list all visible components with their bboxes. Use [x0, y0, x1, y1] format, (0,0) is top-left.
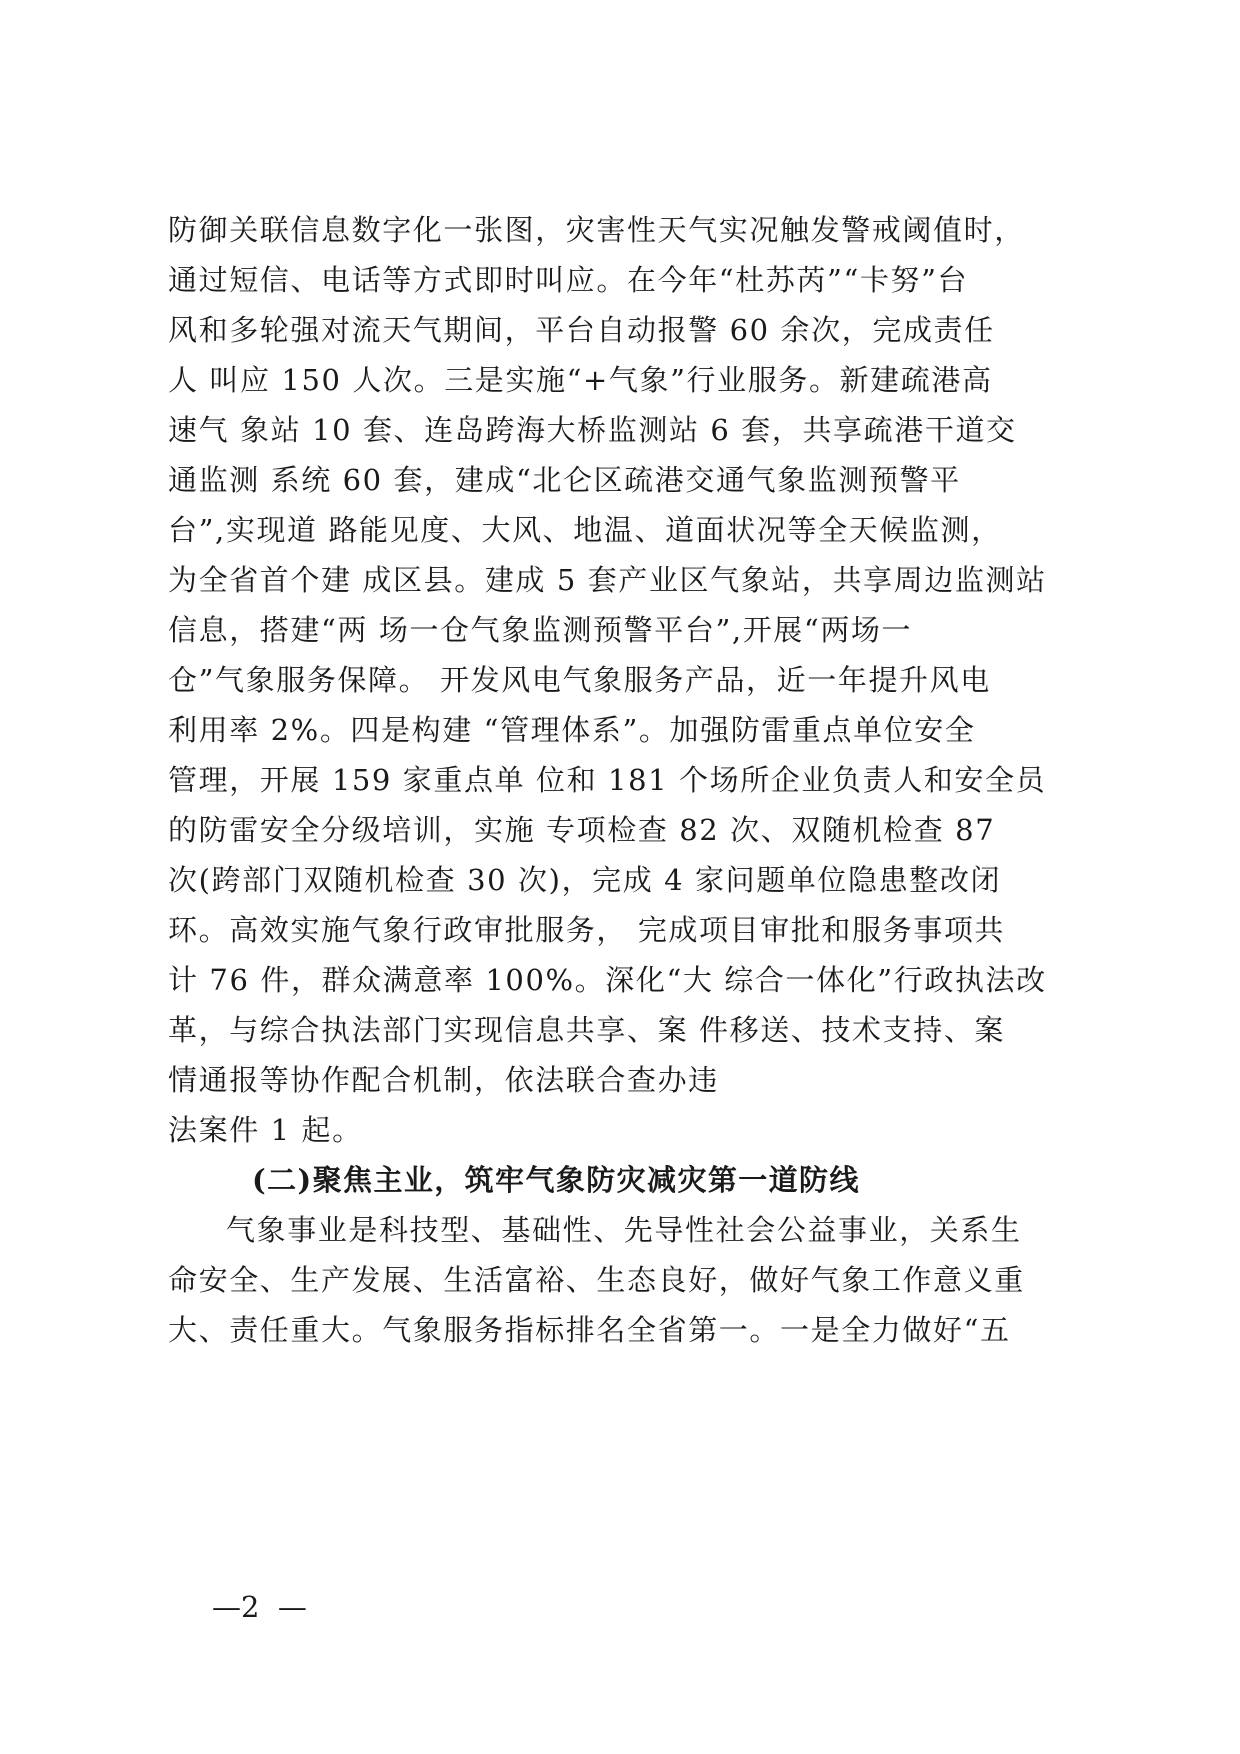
body-line: 利用率 2%。四是构建 “管理体系”。加强防雷重点单位安全	[168, 713, 976, 747]
body-line: 管理，开展 159 家重点单 位和 181 个场所企业负责人和安全员	[168, 763, 1047, 797]
body-line: 通监测 系统 60 套，建成“北仑区疏港交通气象监测预警平	[168, 463, 961, 497]
body-line: 计 76 件，群众满意率 100%。深化“大 综合一体化”行政执法改	[168, 963, 1047, 997]
body-line: 信息，搭建“两 场一仓气象监测预警平台”,开展“两场一	[168, 613, 913, 647]
body-line: 的防雷安全分级培训，实施 专项检查 82 次、双随机检查 87	[168, 813, 996, 847]
section-heading: (二)聚焦主业，筑牢气象防灾减灾第一道防线	[252, 1163, 860, 1197]
body-line: 次(跨部门双随机检查 30 次)，完成 4 家问题单位隐患整改闭	[168, 863, 1002, 897]
body-line: 法案件 1 起。	[168, 1113, 363, 1147]
body-line: 环。高效实施气象行政审批服务， 完成项目审批和服务事项共	[168, 913, 1006, 947]
body-line: 台”,实现道 路能见度、大风、地温、道面状况等全天候监测，	[168, 513, 1002, 547]
body-line: 风和多轮强对流天气期间，平台自动报警 60 余次，完成责任	[168, 313, 995, 347]
body-line: 仓”气象服务保障。 开发风电气象服务产品，近一年提升风电	[168, 663, 991, 697]
paragraph-line: 命安全、生产发展、生活富裕、生态良好，做好气象工作意义重	[168, 1263, 1025, 1297]
paragraph-line: 大、责任重大。气象服务指标排名全省第一。一是全力做好“五	[168, 1313, 1011, 1347]
body-line: 通过短信、电话等方式即时叫应。在今年“杜苏芮”“卡努”台	[168, 263, 969, 297]
body-line: 人 叫应 150 人次。三是实施“+气象”行业服务。新建疏港高	[168, 363, 993, 397]
body-line: 革，与综合执法部门实现信息共享、案 件移送、技术支持、案	[168, 1013, 1006, 1047]
page-number: —2 —	[212, 1590, 307, 1624]
body-line: 为全省首个建 成区县。建成 5 套产业区气象站，共享周边监测站	[168, 563, 1047, 597]
body-line: 情通报等协作配合机制，依法联合查办违	[168, 1063, 719, 1097]
body-line: 速气 象站 10 套、连岛跨海大桥监测站 6 套，共享疏港干道交	[168, 413, 1017, 447]
body-text	[168, 205, 1088, 1355]
paragraph-line: 气象事业是科技型、基础性、先导性社会公益事业，关系生	[226, 1213, 1022, 1247]
body-line: 防御关联信息数字化一张图，灾害性天气实况触发警戒阈值时，	[168, 213, 1025, 247]
